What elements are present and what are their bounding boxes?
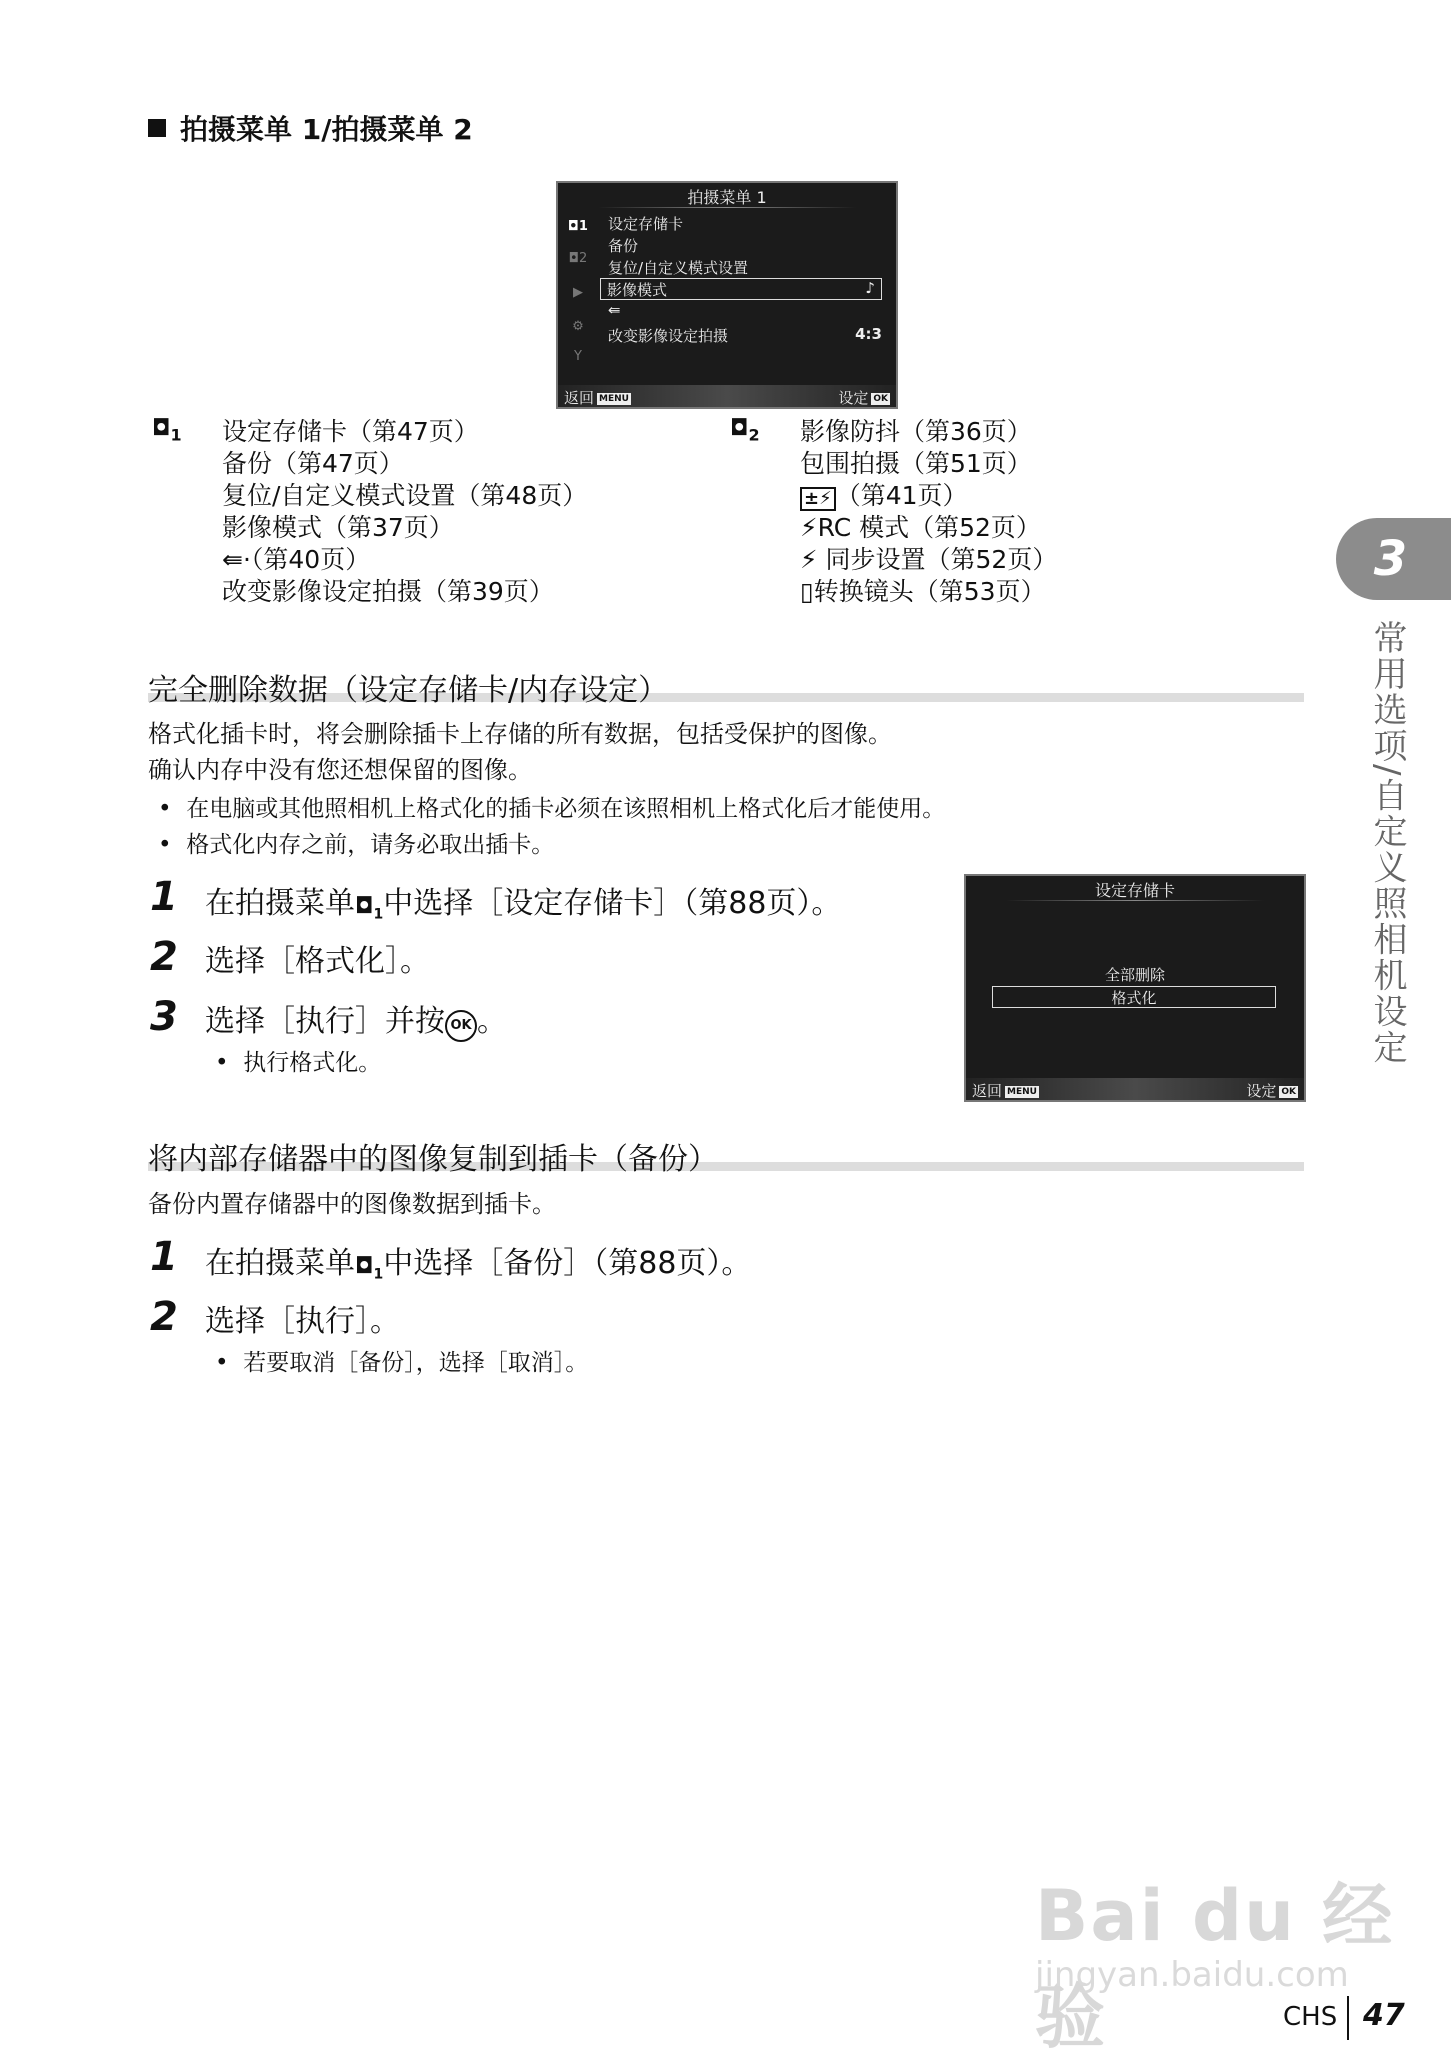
list-item: 影像模式（第37页）	[222, 513, 454, 542]
list-item: 设定存储卡（第47页）	[222, 417, 479, 446]
step-number: 3	[150, 994, 178, 1040]
menu2-list	[800, 416, 1057, 608]
list-item: ⚡RC 模式（第52页）	[800, 513, 1041, 542]
screen-bottom-bar	[558, 385, 896, 407]
screen-title: 设定存储卡	[1094, 881, 1175, 900]
menu-item-picture-mode[interactable]: 影像模式 ♪	[600, 278, 882, 300]
section-title-backup: 将内部存储器中的图像复制到插卡（备份）	[148, 1142, 718, 1177]
step-text: 在拍摄菜单$◘_1$中选择［备份］（第88页）。	[205, 1246, 752, 1283]
screen-bottom-bar	[966, 1078, 1304, 1100]
step-text: 选择［执行］并按 OK 。	[205, 996, 507, 1042]
custom-tab-icon: ⚙	[572, 319, 584, 334]
step-text: 在拍摄菜单$◘_1$中选择［设定存储卡］（第88页）。	[205, 886, 842, 923]
picture-mode-icon: ♪	[865, 279, 875, 297]
back-button[interactable]: 返回 MENU	[972, 1082, 1037, 1100]
list-item: 影像防抖（第36页）	[800, 417, 1032, 446]
baidu-watermark-url: jingyan.baidu.com	[1035, 1955, 1349, 1995]
shooting-menu-1-icon: $◘_1$	[355, 1254, 384, 1283]
menu1-list	[222, 416, 587, 608]
shooting-menu-1-icon: $◘_1$	[152, 416, 182, 445]
list-item: ⚡ 同步设置（第52页）	[800, 545, 1058, 574]
section-title-format: 完全删除数据（设定存储卡/内存设定）	[148, 673, 669, 708]
set-button[interactable]: 设定 OK	[838, 389, 888, 407]
shooting-menu-screen	[556, 181, 898, 409]
list-item: ±⚡ （第41页）	[800, 480, 1057, 512]
list-item: 包围拍摄（第51页）	[800, 449, 1032, 478]
page-number: 47	[1363, 1998, 1405, 2033]
list-item: ⇚·（第40页）	[222, 545, 371, 574]
shooting-menu-2-icon: $◘_2$	[730, 416, 760, 445]
step-text: 选择［执行］。	[205, 1304, 400, 1339]
menu-item-backup[interactable]: 备份	[608, 237, 639, 255]
square-bullet-icon	[148, 119, 166, 137]
setup-wrench-icon: Y	[574, 349, 582, 364]
aspect-ratio-value: 4:3	[855, 325, 882, 343]
chapter-title: 常用选项/自定义照相机设定	[1367, 620, 1407, 1066]
list-item: 改变影像设定拍摄（第39页）	[222, 577, 554, 606]
set-button[interactable]: 设定 OK	[1246, 1082, 1296, 1100]
list-item: ▯转换镜头（第53页）	[800, 577, 1046, 606]
list-item: 备份（第47页）	[222, 449, 404, 478]
step-number: 2	[150, 1294, 178, 1340]
bullet-item: • 在电脑或其他照相机上格式化的插卡必须在该照相机上格式化后才能使用。	[158, 796, 946, 822]
menu-item-all-erase[interactable]: 全部删除	[1104, 966, 1165, 984]
step-text: 选择［格式化］。	[205, 944, 430, 979]
chapter-tab: 3	[1336, 518, 1451, 600]
converter-lens-icon: ▯	[800, 577, 814, 606]
shooting-menu-1-tab-icon: ◘1	[568, 219, 588, 234]
shooting-menu-1-icon: $◘_1$	[355, 894, 384, 923]
back-button[interactable]: 返回 MENU	[564, 389, 629, 407]
playback-tab-icon: ▶	[573, 285, 583, 300]
shooting-menu-2-tab-icon: ◘2	[568, 251, 588, 266]
sub-bullet: • 若要取消［备份］，选择［取消］。	[215, 1350, 589, 1376]
bullet-item: • 格式化内存之前，请务必取出插卡。	[158, 832, 555, 858]
baidu-watermark: Bai du 经验	[1035, 1875, 1395, 2058]
flash-compensation-icon: ±⚡	[800, 487, 836, 511]
paragraph: 备份内置存储器中的图像数据到插卡。	[148, 1190, 556, 1218]
menu-item-quality[interactable]: ⇚	[608, 301, 621, 319]
screen-title: 拍摄菜单 1	[687, 188, 767, 207]
sub-bullet: • 执行格式化。	[215, 1050, 382, 1076]
paragraph: 确认内存中没有您还想保留的图像。	[148, 756, 532, 784]
menu-item-card-setup[interactable]: 设定存储卡	[608, 215, 684, 233]
ok-button-icon: OK	[445, 1010, 477, 1042]
flash-icon: ⚡	[800, 545, 818, 574]
footer-language: CHS	[1283, 2002, 1338, 2032]
step-number: 2	[150, 934, 178, 980]
menu-item-reset[interactable]: 复位/自定义模式设置	[608, 259, 749, 277]
footer-divider	[1347, 1996, 1349, 2040]
menu-heading: 拍摄菜单 1/拍摄菜单 2	[148, 108, 473, 148]
list-item: 复位/自定义模式设置（第48页）	[222, 481, 588, 510]
step-number: 1	[150, 1234, 178, 1280]
card-setup-screen	[964, 874, 1306, 1102]
menu-item-keystone[interactable]: 改变影像设定拍摄	[608, 327, 729, 345]
paragraph: 格式化插卡时，将会删除插卡上存储的所有数据，包括受保护的图像。	[148, 720, 892, 748]
flash-icon: ⚡	[800, 513, 818, 542]
step-number: 1	[150, 874, 178, 920]
menu-item-format[interactable]: 格式化	[992, 986, 1276, 1008]
